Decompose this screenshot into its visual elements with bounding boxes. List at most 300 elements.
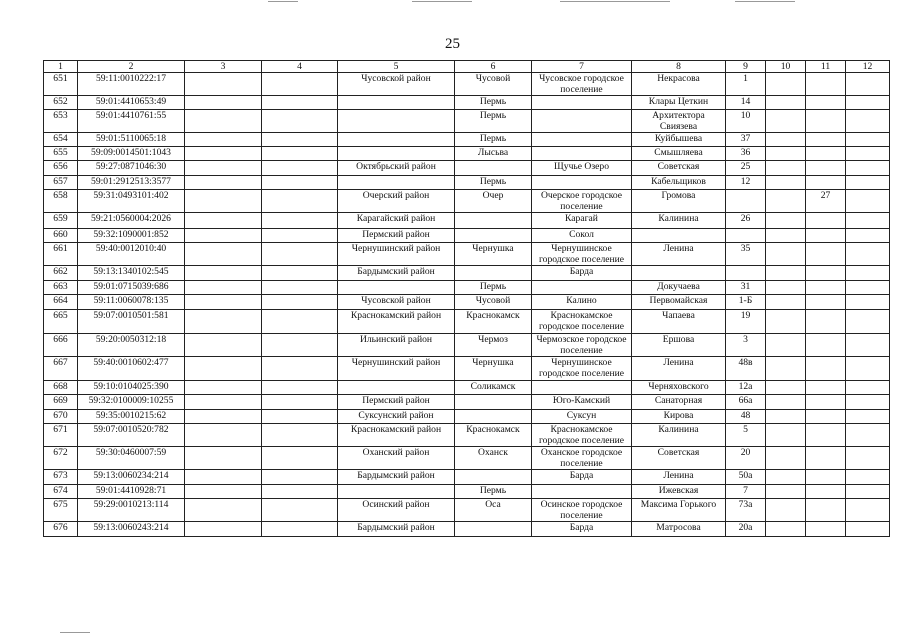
cell-settlement: Оханское городское поселение	[532, 447, 632, 470]
table-row	[44, 110, 890, 133]
cell-cadastral-number: 59:32:1090001:852	[78, 229, 185, 243]
cell-district	[338, 133, 455, 147]
cell-cadastral-number: 59:01:2912513:3577	[78, 176, 185, 190]
cell-col-11	[806, 176, 846, 190]
cell-col-3	[185, 96, 262, 110]
cell-col-3	[185, 522, 262, 537]
cell-house-number: 7	[726, 485, 766, 499]
cell-col-10	[766, 470, 806, 485]
cell-col-3	[185, 281, 262, 295]
cell-cadastral-number: 59:07:0010520:782	[78, 424, 185, 447]
cell-house-number: 12а	[726, 381, 766, 395]
cell-district: Очерский район	[338, 190, 455, 213]
column-header: 8	[632, 61, 726, 73]
cell-row-number: 652	[44, 96, 78, 110]
cell-settlement: Сокол	[532, 229, 632, 243]
cell-col-11	[806, 213, 846, 229]
table-row	[44, 334, 890, 357]
cell-col-12	[846, 424, 890, 447]
cell-city: Лысьва	[455, 147, 532, 161]
cell-district: Бардымский район	[338, 470, 455, 485]
cell-district: Краснокамский район	[338, 424, 455, 447]
cell-cadastral-number: 59:01:0715039:686	[78, 281, 185, 295]
cell-col-4	[262, 147, 338, 161]
cell-col-4	[262, 133, 338, 147]
cell-col-3	[185, 470, 262, 485]
cell-col-12	[846, 485, 890, 499]
cell-street: Черняховского	[632, 381, 726, 395]
cell-col-3	[185, 161, 262, 176]
scan-artifact-line	[60, 632, 90, 633]
cell-col-11	[806, 110, 846, 133]
cell-row-number: 653	[44, 110, 78, 133]
column-header: 11	[806, 61, 846, 73]
cell-district	[338, 110, 455, 133]
cell-col-12	[846, 243, 890, 266]
cell-street: Ленина	[632, 243, 726, 266]
cell-col-11	[806, 410, 846, 424]
cell-col-3	[185, 190, 262, 213]
cell-col-10	[766, 381, 806, 395]
column-header: 3	[185, 61, 262, 73]
cell-col-10	[766, 161, 806, 176]
cell-settlement	[532, 485, 632, 499]
cell-col-3	[185, 410, 262, 424]
table-row	[44, 243, 890, 266]
cell-street: Ленина	[632, 357, 726, 381]
cell-col-4	[262, 161, 338, 176]
cell-city: Пермь	[455, 485, 532, 499]
column-header: 5	[338, 61, 455, 73]
cell-cadastral-number: 59:13:0060234:214	[78, 470, 185, 485]
cell-cadastral-number: 59:31:0493101:402	[78, 190, 185, 213]
cell-settlement	[532, 96, 632, 110]
cell-settlement: Барда	[532, 522, 632, 537]
cell-house-number: 36	[726, 147, 766, 161]
cell-cadastral-number: 59:07:0010501:581	[78, 310, 185, 334]
cell-col-10	[766, 424, 806, 447]
cell-row-number: 662	[44, 266, 78, 281]
cell-col-10	[766, 133, 806, 147]
cell-city: Соликамск	[455, 381, 532, 395]
cell-street: Кабельщиков	[632, 176, 726, 190]
cell-col-4	[262, 190, 338, 213]
table-row	[44, 266, 890, 281]
cell-col-12	[846, 190, 890, 213]
cell-col-11	[806, 470, 846, 485]
cell-street: Максима Горького	[632, 499, 726, 522]
cell-city: Чермоз	[455, 334, 532, 357]
cell-cadastral-number: 59:29:0010213:114	[78, 499, 185, 522]
cell-district: Краснокамский район	[338, 310, 455, 334]
cell-house-number: 73а	[726, 499, 766, 522]
cell-row-number: 674	[44, 485, 78, 499]
cell-district: Чернушинский район	[338, 357, 455, 381]
cell-col-3	[185, 295, 262, 310]
cell-row-number: 655	[44, 147, 78, 161]
cell-col-3	[185, 110, 262, 133]
cell-city: Пермь	[455, 176, 532, 190]
cell-col-4	[262, 357, 338, 381]
cell-district: Суксунский район	[338, 410, 455, 424]
cell-col-12	[846, 447, 890, 470]
cell-col-3	[185, 266, 262, 281]
cell-col-10	[766, 229, 806, 243]
cell-cadastral-number: 59:20:0050312:18	[78, 334, 185, 357]
cell-row-number: 657	[44, 176, 78, 190]
cell-row-number: 666	[44, 334, 78, 357]
cell-street: Ершова	[632, 334, 726, 357]
cell-settlement: Чернушинское городское поселение	[532, 357, 632, 381]
cell-street: Калинина	[632, 213, 726, 229]
cell-house-number: 48в	[726, 357, 766, 381]
table-row	[44, 424, 890, 447]
cell-col-3	[185, 499, 262, 522]
cell-street	[632, 229, 726, 243]
cell-col-12	[846, 147, 890, 161]
cell-col-10	[766, 147, 806, 161]
cell-col-4	[262, 176, 338, 190]
cell-city	[455, 470, 532, 485]
cell-row-number: 660	[44, 229, 78, 243]
cell-col-3	[185, 243, 262, 266]
cell-house-number	[726, 229, 766, 243]
cell-district: Пермский район	[338, 395, 455, 410]
cell-col-4	[262, 410, 338, 424]
cell-col-12	[846, 310, 890, 334]
cell-settlement: Очерское городское поселение	[532, 190, 632, 213]
column-header: 12	[846, 61, 890, 73]
cell-cadastral-number: 59:13:0060243:214	[78, 522, 185, 537]
cell-city: Чернушка	[455, 357, 532, 381]
table-row	[44, 190, 890, 213]
cell-col-12	[846, 96, 890, 110]
cell-settlement	[532, 381, 632, 395]
table-row	[44, 499, 890, 522]
cell-col-12	[846, 281, 890, 295]
cell-row-number: 673	[44, 470, 78, 485]
cell-col-10	[766, 96, 806, 110]
cell-col-12	[846, 266, 890, 281]
cell-street: Калинина	[632, 424, 726, 447]
cell-col-4	[262, 381, 338, 395]
table-row	[44, 357, 890, 381]
cell-col-12	[846, 295, 890, 310]
cell-city	[455, 213, 532, 229]
cell-col-3	[185, 229, 262, 243]
cell-house-number: 20	[726, 447, 766, 470]
cell-house-number: 35	[726, 243, 766, 266]
cell-col-12	[846, 410, 890, 424]
cell-cadastral-number: 59:21:0560004:2026	[78, 213, 185, 229]
cell-col-12	[846, 229, 890, 243]
cell-col-3	[185, 334, 262, 357]
cell-street	[632, 266, 726, 281]
cell-col-10	[766, 357, 806, 381]
table-row	[44, 447, 890, 470]
cell-col-4	[262, 310, 338, 334]
cell-settlement: Юго-Камский	[532, 395, 632, 410]
cell-row-number: 659	[44, 213, 78, 229]
cell-col-10	[766, 410, 806, 424]
cell-cadastral-number: 59:10:0104025:390	[78, 381, 185, 395]
cell-col-4	[262, 295, 338, 310]
cell-col-4	[262, 470, 338, 485]
cell-district: Октябрьский район	[338, 161, 455, 176]
cell-col-11	[806, 381, 846, 395]
cell-house-number: 1-Б	[726, 295, 766, 310]
cell-cadastral-number: 59:32:0100009:10255	[78, 395, 185, 410]
cell-house-number: 66а	[726, 395, 766, 410]
cell-col-4	[262, 73, 338, 96]
cell-house-number: 1	[726, 73, 766, 96]
cell-district: Чусовской район	[338, 295, 455, 310]
cell-col-11	[806, 281, 846, 295]
cell-cadastral-number: 59:13:1340102:545	[78, 266, 185, 281]
cell-district: Оханский район	[338, 447, 455, 470]
cell-city	[455, 522, 532, 537]
cell-street: Санаторная	[632, 395, 726, 410]
cell-house-number: 48	[726, 410, 766, 424]
cell-col-3	[185, 447, 262, 470]
cell-col-4	[262, 395, 338, 410]
table-row	[44, 281, 890, 295]
cell-house-number: 26	[726, 213, 766, 229]
cell-col-10	[766, 266, 806, 281]
cell-street: Громова	[632, 190, 726, 213]
cell-col-4	[262, 266, 338, 281]
cell-col-4	[262, 334, 338, 357]
cell-row-number: 670	[44, 410, 78, 424]
cell-district: Карагайский район	[338, 213, 455, 229]
cell-col-11	[806, 395, 846, 410]
table-row	[44, 213, 890, 229]
cell-house-number: 10	[726, 110, 766, 133]
cell-district	[338, 281, 455, 295]
column-header: 4	[262, 61, 338, 73]
cell-settlement: Чермозское городское поселение	[532, 334, 632, 357]
cell-settlement: Осинское городское поселение	[532, 499, 632, 522]
cell-row-number: 665	[44, 310, 78, 334]
cell-cadastral-number: 59:40:0012010:40	[78, 243, 185, 266]
cell-district	[338, 96, 455, 110]
cell-col-11	[806, 522, 846, 537]
header-row	[44, 61, 890, 73]
cell-col-11	[806, 357, 846, 381]
table-row	[44, 522, 890, 537]
cell-settlement: Щучье Озеро	[532, 161, 632, 176]
cell-col-3	[185, 147, 262, 161]
cell-col-4	[262, 213, 338, 229]
cell-col-12	[846, 110, 890, 133]
table-row	[44, 161, 890, 176]
cell-col-11	[806, 133, 846, 147]
cell-col-12	[846, 395, 890, 410]
cell-col-10	[766, 334, 806, 357]
cell-city: Чусовой	[455, 295, 532, 310]
cell-col-10	[766, 213, 806, 229]
cell-col-10	[766, 447, 806, 470]
cell-settlement: Суксун	[532, 410, 632, 424]
cell-row-number: 654	[44, 133, 78, 147]
cell-city: Пермь	[455, 281, 532, 295]
cell-col-11	[806, 243, 846, 266]
cell-col-10	[766, 310, 806, 334]
cell-city: Оханск	[455, 447, 532, 470]
cell-settlement: Карагай	[532, 213, 632, 229]
cell-city: Краснокамск	[455, 310, 532, 334]
cell-street: Клары Цеткин	[632, 96, 726, 110]
cell-street: Некрасова	[632, 73, 726, 96]
cell-row-number: 663	[44, 281, 78, 295]
cell-street: Куйбышева	[632, 133, 726, 147]
cell-col-12	[846, 334, 890, 357]
cell-street: Ижевская	[632, 485, 726, 499]
cell-row-number: 658	[44, 190, 78, 213]
cell-col-12	[846, 499, 890, 522]
column-header: 7	[532, 61, 632, 73]
cell-col-4	[262, 485, 338, 499]
cell-col-4	[262, 447, 338, 470]
table-row	[44, 295, 890, 310]
cell-col-10	[766, 522, 806, 537]
cell-street: Докучаева	[632, 281, 726, 295]
column-header: 1	[44, 61, 78, 73]
cell-row-number: 671	[44, 424, 78, 447]
cell-city	[455, 266, 532, 281]
cell-settlement: Краснокамское городское поселение	[532, 310, 632, 334]
scan-artifact-line	[412, 1, 472, 2]
cell-col-3	[185, 357, 262, 381]
cell-col-11	[806, 229, 846, 243]
scan-artifact-line	[268, 1, 298, 2]
cell-city: Очер	[455, 190, 532, 213]
cell-house-number: 3	[726, 334, 766, 357]
cell-cadastral-number: 59:30:0460007:59	[78, 447, 185, 470]
cell-street: Ленина	[632, 470, 726, 485]
cell-row-number: 664	[44, 295, 78, 310]
cell-district	[338, 147, 455, 161]
cell-district	[338, 176, 455, 190]
cell-city: Оса	[455, 499, 532, 522]
cell-settlement: Калино	[532, 295, 632, 310]
cell-col-4	[262, 424, 338, 447]
cell-col-11	[806, 310, 846, 334]
cell-house-number: 50а	[726, 470, 766, 485]
cell-city	[455, 410, 532, 424]
cell-cadastral-number: 59:11:0010222:17	[78, 73, 185, 96]
column-header: 2	[78, 61, 185, 73]
cell-col-4	[262, 229, 338, 243]
cell-street: Чапаева	[632, 310, 726, 334]
cell-house-number: 12	[726, 176, 766, 190]
cell-city: Пермь	[455, 96, 532, 110]
scan-artifact-line	[560, 1, 670, 2]
table-row	[44, 229, 890, 243]
cell-col-4	[262, 281, 338, 295]
cell-col-11	[806, 96, 846, 110]
cell-col-4	[262, 96, 338, 110]
cell-city: Чернушка	[455, 243, 532, 266]
cell-row-number: 672	[44, 447, 78, 470]
cell-city	[455, 229, 532, 243]
cell-col-10	[766, 190, 806, 213]
cell-city: Пермь	[455, 133, 532, 147]
table-row	[44, 470, 890, 485]
cell-row-number: 651	[44, 73, 78, 96]
cell-settlement	[532, 176, 632, 190]
table-row	[44, 485, 890, 499]
cell-house-number	[726, 266, 766, 281]
cell-city: Пермь	[455, 110, 532, 133]
cell-district	[338, 485, 455, 499]
cell-cadastral-number: 59:40:0010602:477	[78, 357, 185, 381]
cell-district: Бардымский район	[338, 266, 455, 281]
cell-col-10	[766, 499, 806, 522]
cell-street: Советская	[632, 161, 726, 176]
cell-district: Пермский район	[338, 229, 455, 243]
cell-street: Матросова	[632, 522, 726, 537]
cell-street: Смышляева	[632, 147, 726, 161]
cell-col-4	[262, 499, 338, 522]
cell-col-3	[185, 381, 262, 395]
cell-col-11	[806, 485, 846, 499]
cell-house-number: 14	[726, 96, 766, 110]
cell-street: Кирова	[632, 410, 726, 424]
cell-col-10	[766, 110, 806, 133]
cell-settlement	[532, 147, 632, 161]
cell-cadastral-number: 59:01:4410928:71	[78, 485, 185, 499]
cell-col-11	[806, 161, 846, 176]
cell-col-11	[806, 447, 846, 470]
table-row	[44, 73, 890, 96]
table-row	[44, 147, 890, 161]
cell-col-11	[806, 499, 846, 522]
cell-district: Ильинский район	[338, 334, 455, 357]
cell-city: Краснокамск	[455, 424, 532, 447]
cell-col-4	[262, 243, 338, 266]
cell-row-number: 667	[44, 357, 78, 381]
cell-col-10	[766, 73, 806, 96]
cell-street: Советская	[632, 447, 726, 470]
cell-cadastral-number: 59:01:4410653:49	[78, 96, 185, 110]
cell-cadastral-number: 59:35:0010215:62	[78, 410, 185, 424]
cell-row-number: 669	[44, 395, 78, 410]
cell-col-11	[806, 424, 846, 447]
cell-col-3	[185, 310, 262, 334]
cell-district: Чернушинский район	[338, 243, 455, 266]
cell-city	[455, 395, 532, 410]
cell-col-3	[185, 485, 262, 499]
cell-settlement	[532, 281, 632, 295]
cell-city: Чусовой	[455, 73, 532, 96]
cell-col-10	[766, 485, 806, 499]
page-number: 25	[445, 36, 460, 52]
cell-col-12	[846, 161, 890, 176]
cell-cadastral-number: 59:11:0060078:135	[78, 295, 185, 310]
cell-house-number: 19	[726, 310, 766, 334]
cell-cadastral-number: 59:27:0871046:30	[78, 161, 185, 176]
cell-col-12	[846, 381, 890, 395]
cell-col-3	[185, 213, 262, 229]
scan-artifact-line	[735, 1, 795, 2]
cell-house-number: 37	[726, 133, 766, 147]
cell-col-12	[846, 470, 890, 485]
cell-district	[338, 381, 455, 395]
cell-col-4	[262, 110, 338, 133]
cell-col-11	[806, 147, 846, 161]
cell-col-12	[846, 73, 890, 96]
